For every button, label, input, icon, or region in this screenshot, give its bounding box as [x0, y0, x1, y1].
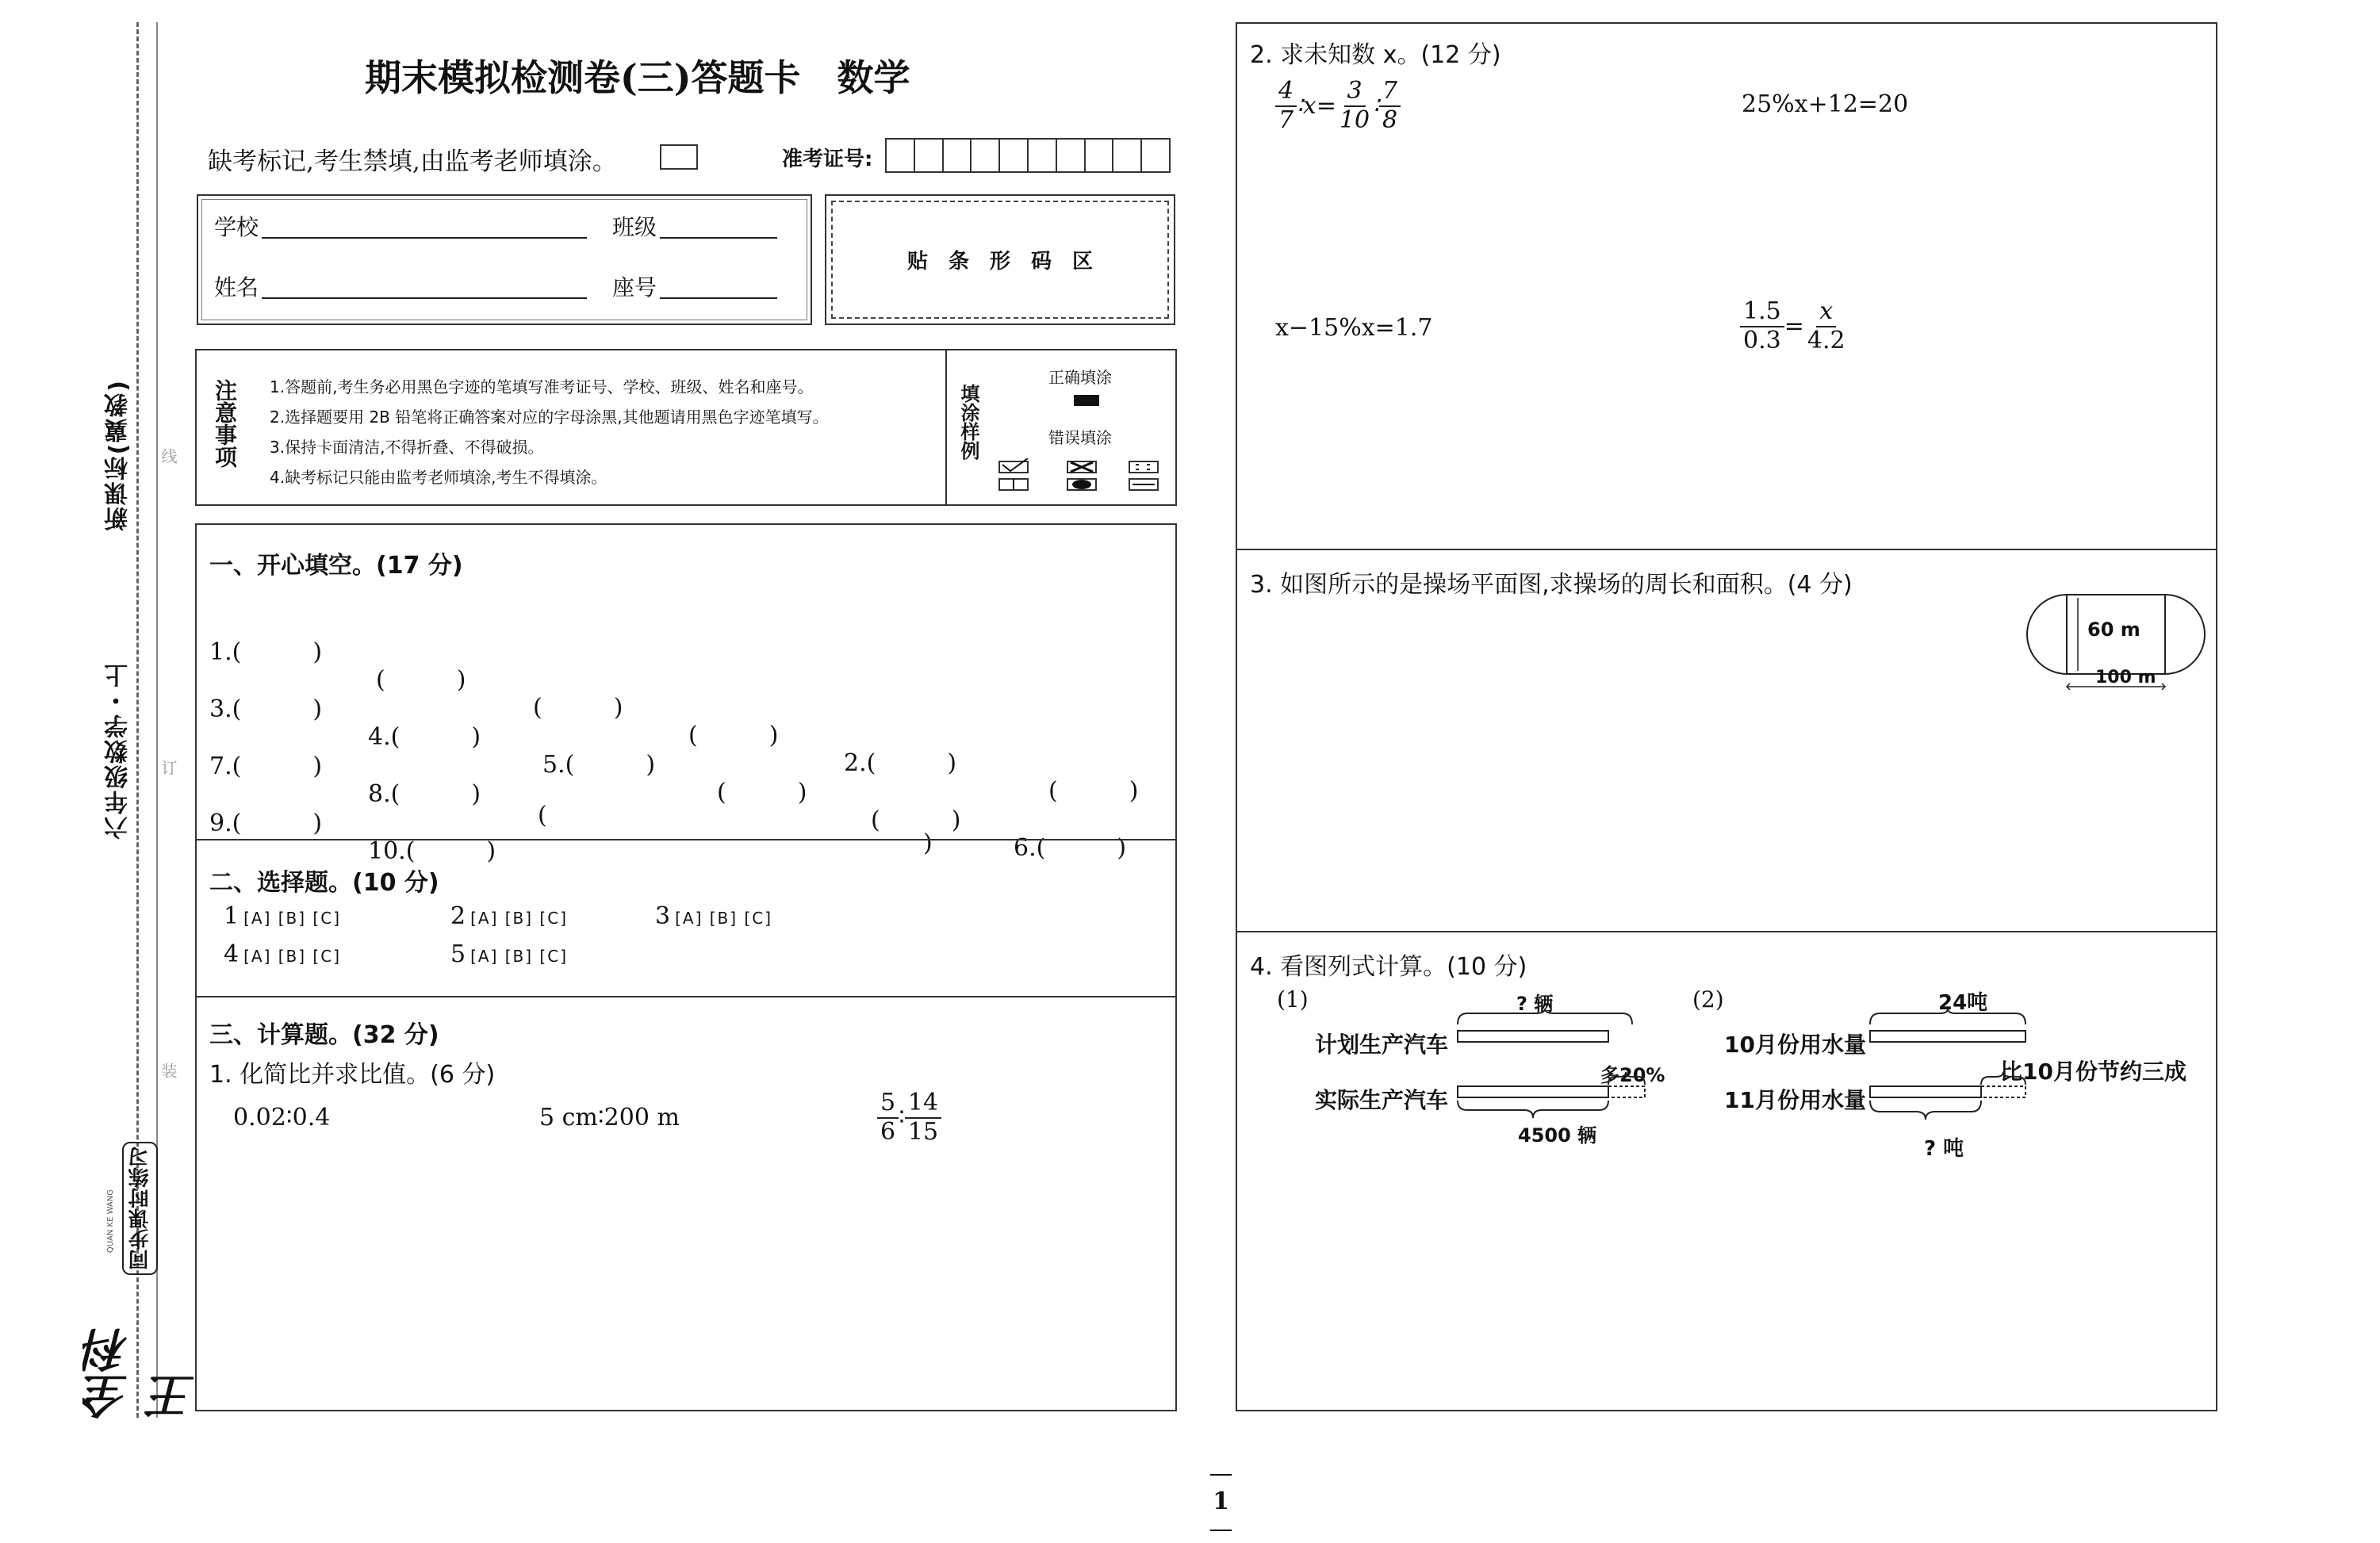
section1-title: 一、开心填空。(17 分)	[209, 552, 463, 580]
blank-10[interactable]: 10.( )	[368, 837, 496, 865]
p2-nov-bar	[1870, 1086, 1981, 1097]
notes-heading: 注意事项	[212, 379, 238, 468]
page-title: 期末模拟检测卷(三)答题卡 数学	[365, 56, 910, 99]
question-3	[1236, 549, 2217, 932]
school-label: 学校	[214, 214, 259, 240]
p2-row1-label: 10月份用水量	[1724, 1032, 1866, 1058]
p2-top-brace	[1870, 1009, 2025, 1024]
blank-6[interactable]: 6.( )	[1014, 834, 1127, 862]
page-dash-left: —	[1209, 1460, 1233, 1487]
choice-2[interactable]: 2 [A] [B] [C]	[450, 902, 568, 930]
notes-box	[195, 349, 1177, 506]
p1-bottom-label: 4500 辆	[1518, 1124, 1597, 1147]
p1-plan-bar	[1458, 1031, 1608, 1042]
binding-mark-zhuang: 装	[159, 1062, 178, 1078]
correct-label: 正确填涂	[1048, 368, 1112, 387]
q2-equation-1: $\frac{4}{7}$ ∶x= $\frac{3}{10}$ ∶ $\frac{7}{8}$	[1275, 78, 1401, 134]
exam-id-boxes[interactable]	[885, 138, 1171, 173]
seat-label: 座号	[612, 274, 657, 301]
wrong-sample-cross	[1067, 461, 1096, 490]
choice-3[interactable]: 3 [A] [B] [C]	[655, 902, 772, 930]
p2-bar-diagram	[1868, 1009, 2067, 1135]
question-2	[1236, 22, 2217, 550]
p1-extra-bar	[1608, 1086, 1645, 1097]
p1-bottom-brace	[1458, 1101, 1608, 1118]
p2-bottom-label: ? 吨	[1924, 1137, 1964, 1161]
q3-title: 3. 如图所示的是操场平面图,求操场的周长和面积。(4 分)	[1250, 571, 1853, 599]
name-label: 姓名	[214, 274, 259, 301]
sidebar-edition: 新课标(冀教)	[105, 379, 132, 531]
blank-5b[interactable]: ( )	[717, 779, 807, 806]
blank-1[interactable]: 1.( )	[209, 638, 323, 666]
p2-saved-brace	[1981, 1072, 2025, 1085]
blank-8b-open[interactable]: (	[538, 802, 547, 829]
p1-actual-bar	[1458, 1086, 1608, 1097]
blank-7[interactable]: 7.( )	[209, 752, 323, 780]
absent-note: 缺考标记,考生禁填,由监考老师填涂。	[208, 147, 617, 176]
blank-8[interactable]: 8.( )	[368, 780, 481, 808]
wrong-sample-check	[999, 458, 1028, 490]
exam-id-label: 准考证号:	[782, 147, 873, 171]
blank-1d[interactable]: ( )	[688, 722, 779, 749]
blank-2b[interactable]: ( )	[1048, 777, 1139, 805]
p2-row2-label: 11月份用水量	[1724, 1087, 1866, 1113]
blank-1c[interactable]: ( )	[533, 694, 623, 722]
blank-8b-close: )	[923, 829, 933, 857]
q2-equation-3: x−15%x=1.7	[1275, 314, 1433, 342]
page-number: 1	[1213, 1487, 1229, 1515]
p2-oct-bar	[1870, 1031, 2025, 1042]
wrong-sample-partial	[1129, 461, 1158, 490]
page-dash-right: —	[1209, 1515, 1233, 1543]
blank-2[interactable]: 2.( )	[844, 749, 957, 777]
wrong-samples	[996, 458, 1163, 495]
info-box	[197, 194, 812, 325]
q2-title: 2. 求未知数 x。(12 分)	[1250, 41, 1501, 69]
p1-more-brace	[1608, 1072, 1645, 1085]
class-label: 班级	[612, 214, 657, 240]
section3-title: 三、计算题。(32 分)	[209, 1021, 439, 1049]
seat-field[interactable]	[660, 297, 777, 299]
notes-line-4: 4.缺考标记只能由监考老师填涂,考生不得填涂。	[270, 468, 607, 487]
name-field[interactable]	[262, 297, 587, 299]
brand-logo: 全科王 同步课时练习 QUAN KE WANG	[73, 1134, 152, 1419]
notes-divider	[945, 350, 947, 504]
blank-4[interactable]: 4.( )	[368, 723, 481, 751]
p1-row2-label: 实际生产汽车	[1315, 1087, 1449, 1113]
p2-top-label: 24吨	[1938, 991, 1988, 1015]
p1-bar-diagram	[1456, 1009, 1662, 1128]
blank-5[interactable]: 5.( )	[542, 751, 656, 779]
q2-equation-4: $\frac{1.5}{0.3}$ = $\frac{x}{4.2}$	[1740, 298, 1849, 354]
choice-5[interactable]: 5 [A] [B] [C]	[450, 940, 568, 968]
blank-5c[interactable]: ( )	[871, 806, 961, 834]
correct-sample	[1074, 395, 1099, 406]
p2-save-label: 比10月份节约三成	[2000, 1059, 2186, 1085]
section3-sub1: 1. 化简比并求比值。(6 分)	[209, 1061, 496, 1089]
q2-equation-2: 25%x+12=20	[1742, 90, 1909, 118]
p1-more-label: 多20%	[1600, 1064, 1665, 1086]
p1-top-label: ? 辆	[1516, 993, 1554, 1015]
blank-1b[interactable]: ( )	[376, 666, 466, 694]
section-choice	[195, 839, 1177, 997]
notes-line-2: 2.选择题要用 2B 铅笔将正确答案对应的字母涂黑,其他题请用黑色字迹笔填写。	[270, 408, 829, 427]
p2-saved-bar	[1981, 1086, 2025, 1097]
page-number-area	[1110, 1432, 1316, 1543]
q4-part1-label: (1)	[1277, 986, 1309, 1013]
notes-line-3: 3.保持卡面清洁,不得折叠、不得破损。	[270, 438, 544, 457]
choice-4[interactable]: 4 [A] [B] [C]	[224, 940, 341, 968]
choice-1[interactable]: 1 [A] [B] [C]	[224, 902, 341, 930]
barcode-label: 贴 条 形 码 区	[906, 250, 1093, 274]
q4-part2-label: (2)	[1692, 986, 1724, 1013]
blank-3[interactable]: 3.( )	[209, 695, 323, 723]
binding-mark-ding: 订	[159, 760, 178, 775]
class-field[interactable]	[660, 237, 777, 239]
expr-ratio-3: $\frac{5}{6}$ ∶ $\frac{14}{15}$	[877, 1089, 941, 1146]
p1-top-brace	[1458, 1009, 1632, 1024]
sidebar-subject: 六年级数学・上	[105, 662, 132, 840]
school-field[interactable]	[262, 237, 587, 239]
barcode-area	[825, 194, 1175, 325]
section-fill-blank	[195, 523, 1177, 865]
q4-title: 4. 看图列式计算。(10 分)	[1250, 953, 1527, 981]
expr-ratio-2: 5 cm∶200 m	[539, 1104, 680, 1131]
notes-line-1: 1.答题前,考生务必用黑色字迹的笔填写准考证号、学校、班级、姓名和座号。	[270, 377, 814, 396]
section2-title: 二、选择题。(10 分)	[209, 869, 439, 897]
question-4	[1236, 931, 2217, 1411]
playground-width-label: 60 m	[2087, 618, 2140, 641]
blank-9[interactable]: 9.( )	[209, 810, 323, 837]
p1-row1-label: 计划生产汽车	[1315, 1032, 1449, 1058]
wrong-label: 错误填涂	[1048, 428, 1112, 447]
section-calc	[195, 996, 1177, 1411]
sample-heading: 填涂样例	[957, 384, 979, 460]
expr-ratio-1: 0.02∶0.4	[233, 1104, 331, 1131]
p2-bottom-brace	[1870, 1101, 1981, 1120]
binding-mark-xian: 线	[159, 448, 178, 464]
playground-length-label: 100 m	[2095, 668, 2156, 687]
absent-checkbox[interactable]	[660, 144, 698, 170]
